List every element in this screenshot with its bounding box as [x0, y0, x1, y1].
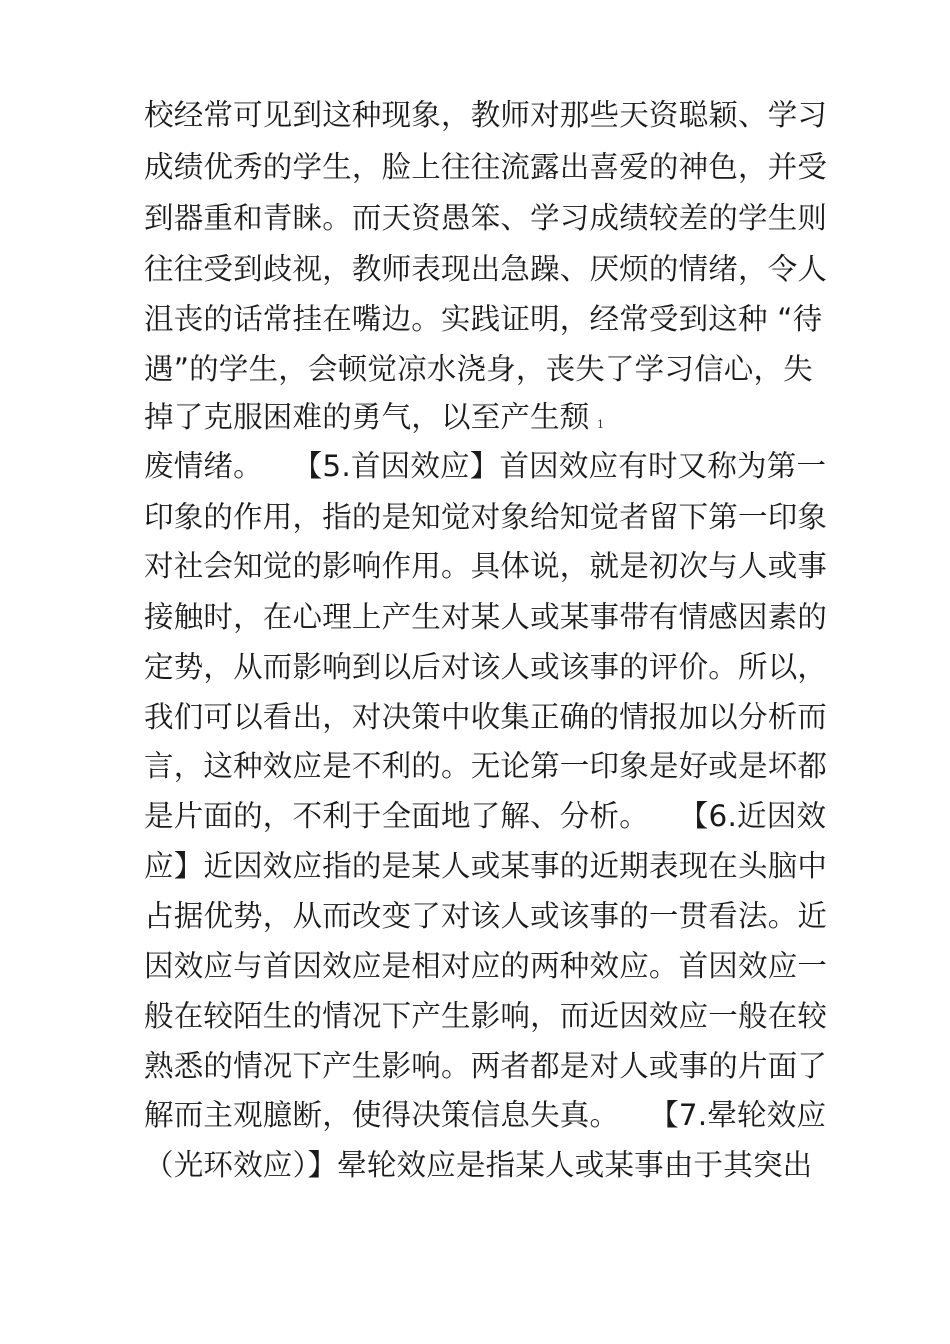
text-line: 接触时，在心理上产生对某人或某事带有情感因素的: [144, 600, 828, 634]
text-line: 因效应与首因效应是相对应的两种效应。首因效应一: [144, 949, 828, 983]
text-line: 遇”的学生，会顿觉凉水浇身，丧失了学习信心，失: [144, 352, 813, 386]
text-line: 言，这种效应是不利的。无论第一印象是好或是坏都: [144, 749, 828, 783]
text-line: 沮丧的话常挂在嘴边。实践证明，经常受到这种 “待: [144, 302, 823, 336]
text-line: 占据优势，从而改变了对该人或该事的一贯看法。近: [144, 899, 828, 933]
text-line: 印象的作用，指的是知觉对象给知觉者留下第一印象: [144, 500, 828, 534]
text-line: 熟悉的情况下产生影响。两者都是对人或事的片面了: [144, 1049, 828, 1083]
text-line: 我们可以看出，对决策中收集正确的情报加以分析而: [144, 700, 828, 734]
text-line: 是片面的，不利于全面地了解、分析。 【6.近因效: [144, 799, 827, 833]
text-line: 定势，从而影响到以后对该人或该事的评价。所以，: [144, 650, 828, 684]
text-line: 掉了克服困难的勇气，以至产生颓: [144, 400, 590, 434]
text-line: 解而主观臆断，使得决策信息失真。 【7.晕轮效应: [144, 1098, 827, 1132]
text-line: 到器重和青睐。而天资愚笨、学习成绩较差的学生则: [144, 201, 828, 235]
text-line: 对社会知觉的影响作用。具体说，就是初次与人或事: [144, 549, 828, 583]
text-line: 成绩优秀的学生，脸上往往流露出喜爱的神色，并受: [144, 150, 828, 184]
text-line: 废情绪。 【5.首因效应】首因效应有时又称为第一: [144, 449, 827, 483]
text-line: 应】近因效应指的是某人或某事的近期表现在头脑中: [144, 849, 828, 883]
text-line: 往往受到歧视，教师表现出急躁、厌烦的情绪，令人: [144, 252, 828, 286]
text-line: （光环效应）】晕轮效应是指某人或某事由于其突出: [144, 1148, 813, 1182]
footnote-marker: 1: [597, 418, 604, 431]
text-line: 校经常可见到这种现象，教师对那些天资聪颖、学习: [144, 98, 828, 132]
text-line: 般在较陌生的情况下产生影响，而近因效应一般在较: [144, 999, 828, 1033]
